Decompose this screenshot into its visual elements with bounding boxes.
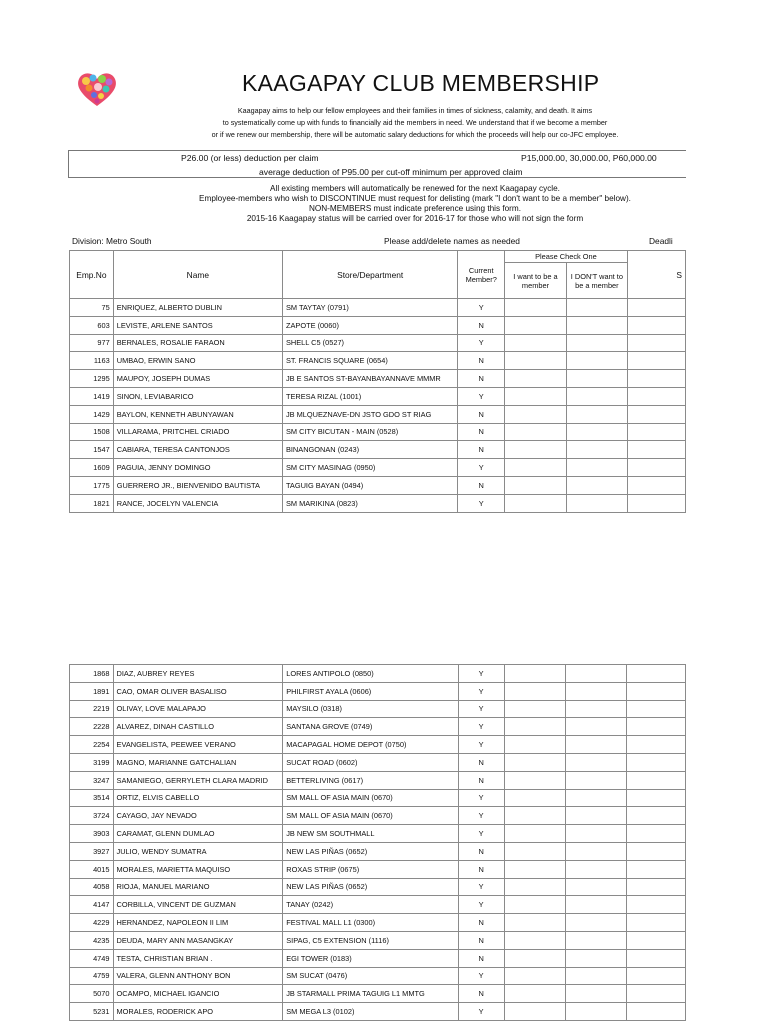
want-member-checkbox-cell[interactable] xyxy=(504,1003,566,1021)
table-row xyxy=(70,931,686,949)
dont-want-member-checkbox-cell[interactable] xyxy=(566,405,627,423)
want-member-checkbox-cell[interactable] xyxy=(504,718,566,736)
emp-no-cell: 3927 xyxy=(70,842,114,860)
table-row xyxy=(70,736,686,754)
dont-want-member-checkbox-cell[interactable] xyxy=(566,1003,627,1021)
emp-no-cell: 1429 xyxy=(70,405,114,423)
extra-cell xyxy=(627,825,686,843)
want-member-checkbox-cell[interactable] xyxy=(505,370,567,388)
emp-no-cell: 5070 xyxy=(70,985,114,1003)
name-cell: BERNALES, ROSALIE FARAON xyxy=(113,334,282,352)
membership-table-bottom xyxy=(69,664,686,1021)
dont-want-member-checkbox-cell[interactable] xyxy=(566,736,627,754)
dont-want-member-checkbox-cell[interactable] xyxy=(566,299,627,317)
store-cell: SM MALL OF ASIA MAIN (0670) xyxy=(283,789,458,807)
store-cell: ROXAS STRIP (0675) xyxy=(283,860,458,878)
table-row xyxy=(70,441,686,459)
dont-want-member-checkbox-cell[interactable] xyxy=(566,370,627,388)
store-cell: TANAY (0242) xyxy=(283,896,458,914)
want-member-checkbox-cell[interactable] xyxy=(504,736,566,754)
want-member-checkbox-cell[interactable] xyxy=(504,807,566,825)
name-cell: MAGNO, MARIANNE GATCHALIAN xyxy=(113,753,283,771)
extra-cell xyxy=(627,334,685,352)
col-header-dont-want-member: I DON'T want to be a member xyxy=(566,263,627,299)
emp-no-cell: 2254 xyxy=(70,736,114,754)
name-cell: GUERRERO JR., BIENVENIDO BAUTISTA xyxy=(113,476,282,494)
current-member-cell: Y xyxy=(458,665,504,683)
table-row xyxy=(70,316,686,334)
dont-want-member-checkbox-cell[interactable] xyxy=(566,789,627,807)
extra-cell xyxy=(627,967,686,985)
emp-no-cell: 4235 xyxy=(70,931,114,949)
store-cell: EGI TOWER (0183) xyxy=(283,949,458,967)
store-cell: SUCAT ROAD (0602) xyxy=(283,753,458,771)
current-member-cell: Y xyxy=(458,494,505,512)
want-member-checkbox-cell[interactable] xyxy=(504,914,566,932)
name-cell: SINON, LEVIABARICO xyxy=(113,387,282,405)
dont-want-member-checkbox-cell[interactable] xyxy=(566,718,627,736)
col-header-want-member: I want to be a member xyxy=(505,263,567,299)
store-cell: JB NEW SM SOUTHMALL xyxy=(283,825,458,843)
table-row xyxy=(70,718,686,736)
extra-cell xyxy=(627,459,685,477)
extra-cell xyxy=(627,370,685,388)
store-cell: SM SUCAT (0476) xyxy=(283,967,458,985)
store-cell: MAYSILO (0318) xyxy=(283,700,458,718)
store-cell: LORES ANTIPOLO (0850) xyxy=(283,665,458,683)
extra-cell xyxy=(627,771,686,789)
table-row xyxy=(70,476,686,494)
name-cell: MORALES, RODERICK APO xyxy=(113,1003,283,1021)
emp-no-cell: 1163 xyxy=(70,352,114,370)
want-member-checkbox-cell[interactable] xyxy=(505,334,567,352)
col-header-name: Name xyxy=(113,251,282,299)
table-row xyxy=(70,370,686,388)
current-member-cell: Y xyxy=(458,967,504,985)
name-cell: VILLARAMA, PRITCHEL CRIADO xyxy=(113,423,282,441)
emp-no-cell: 75 xyxy=(70,299,114,317)
emp-no-cell: 4759 xyxy=(70,967,114,985)
want-member-checkbox-cell[interactable] xyxy=(505,299,567,317)
extra-cell xyxy=(627,985,686,1003)
emp-no-cell: 1547 xyxy=(70,441,114,459)
emp-no-cell: 4749 xyxy=(70,949,114,967)
name-cell: CAYAGO, JAY NEVADO xyxy=(113,807,283,825)
emp-no-cell: 4015 xyxy=(70,860,114,878)
name-cell: JULIO, WENDY SUMATRA xyxy=(113,842,283,860)
current-member-cell: N xyxy=(458,316,505,334)
current-member-cell: N xyxy=(458,405,505,423)
want-member-checkbox-cell[interactable] xyxy=(504,789,566,807)
dont-want-member-checkbox-cell[interactable] xyxy=(566,914,627,932)
emp-no-cell: 5231 xyxy=(70,1003,114,1021)
current-member-cell: N xyxy=(458,423,505,441)
name-cell: OLIVAY, LOVE MALAPAJO xyxy=(113,700,283,718)
name-cell: LEVISTE, ARLENE SANTOS xyxy=(113,316,282,334)
note-line: 2015-16 Kaagapay status will be carried over for 2016-17 for those who will not sign the form xyxy=(246,214,584,223)
dont-want-member-checkbox-cell[interactable] xyxy=(566,860,627,878)
current-member-cell: Y xyxy=(458,896,504,914)
name-cell: OCAMPO, MICHAEL IGANCIO xyxy=(113,985,283,1003)
emp-no-cell: 4147 xyxy=(70,896,114,914)
want-member-checkbox-cell[interactable] xyxy=(505,423,567,441)
emp-no-cell: 1419 xyxy=(70,387,114,405)
current-member-cell: N xyxy=(458,771,504,789)
dont-want-member-checkbox-cell[interactable] xyxy=(566,334,627,352)
extra-cell xyxy=(627,736,686,754)
current-member-cell: N xyxy=(458,985,504,1003)
table-row xyxy=(70,896,686,914)
note-line: All existing members will automatically be renewed for the next Kaagapay cycle. xyxy=(270,184,560,193)
extra-cell xyxy=(627,682,686,700)
emp-no-cell: 977 xyxy=(70,334,114,352)
want-member-checkbox-cell[interactable] xyxy=(504,842,566,860)
extra-cell xyxy=(627,789,686,807)
current-member-cell: Y xyxy=(458,459,505,477)
current-member-cell: N xyxy=(458,842,504,860)
dont-want-member-checkbox-cell[interactable] xyxy=(566,842,627,860)
dont-want-member-checkbox-cell[interactable] xyxy=(566,316,627,334)
table-row xyxy=(70,878,686,896)
name-cell: CAO, OMAR OLIVER BASALISO xyxy=(113,682,283,700)
want-member-checkbox-cell[interactable] xyxy=(505,476,567,494)
table-row xyxy=(70,494,686,512)
average-deduction: average deduction of P95.00 per cut-off minimum per approved claim xyxy=(259,167,523,177)
dont-want-member-checkbox-cell[interactable] xyxy=(566,967,627,985)
current-member-cell: Y xyxy=(458,736,504,754)
emp-no-cell: 4229 xyxy=(70,914,114,932)
table-row xyxy=(70,914,686,932)
table-row xyxy=(70,352,686,370)
name-cell: UMBAO, ERWIN SANO xyxy=(113,352,282,370)
dont-want-member-checkbox-cell[interactable] xyxy=(566,387,627,405)
emp-no-cell: 1821 xyxy=(70,494,114,512)
intro-line: Kaagapay aims to help our fellow employees and their families in times of sickness, calamity, and death. It aims xyxy=(237,106,593,115)
extra-cell xyxy=(627,476,685,494)
want-member-checkbox-cell[interactable] xyxy=(504,665,566,683)
want-member-checkbox-cell[interactable] xyxy=(504,896,566,914)
current-member-cell: N xyxy=(458,914,504,932)
store-cell: BETTERLIVING (0617) xyxy=(283,771,458,789)
table-row xyxy=(70,700,686,718)
want-member-checkbox-cell[interactable] xyxy=(504,771,566,789)
name-cell: CARAMAT, GLENN DUMLAO xyxy=(113,825,283,843)
extra-cell xyxy=(627,896,686,914)
dont-want-member-checkbox-cell[interactable] xyxy=(566,753,627,771)
table-row xyxy=(70,387,686,405)
extra-cell xyxy=(627,718,686,736)
table-row xyxy=(70,860,686,878)
add-delete-instruction: Please add/delete names as needed xyxy=(384,236,520,246)
membership-table-top xyxy=(69,250,686,513)
want-member-checkbox-cell[interactable] xyxy=(505,387,567,405)
emp-no-cell: 603 xyxy=(70,316,114,334)
table-row xyxy=(70,949,686,967)
name-cell: PAGUIA, JENNY DOMINGO xyxy=(113,459,282,477)
current-member-cell: Y xyxy=(458,718,504,736)
extra-cell xyxy=(627,753,686,771)
dont-want-member-checkbox-cell[interactable] xyxy=(566,494,627,512)
name-cell: HERNANDEZ, NAPOLEON II LIM xyxy=(113,914,283,932)
name-cell: SAMANIEGO, GERRYLETH CLARA MADRID xyxy=(113,771,283,789)
store-cell: BINANGONAN (0243) xyxy=(282,441,457,459)
extra-cell xyxy=(627,860,686,878)
table-row xyxy=(70,771,686,789)
dont-want-member-checkbox-cell[interactable] xyxy=(566,771,627,789)
extra-cell xyxy=(627,405,685,423)
col-header-current-member: Current Member? xyxy=(458,251,505,299)
want-member-checkbox-cell[interactable] xyxy=(504,700,566,718)
table-row xyxy=(70,334,686,352)
deadline-label: Deadli xyxy=(649,236,673,246)
deduction-per-claim: P26.00 (or less) deduction per claim xyxy=(181,153,319,163)
page-title: KAAGAPAY CLUB MEMBERSHIP xyxy=(242,70,600,96)
name-cell: RIOJA, MANUEL MARIANO xyxy=(113,878,283,896)
current-member-cell: Y xyxy=(458,700,504,718)
membership-notes xyxy=(150,184,680,224)
extra-cell xyxy=(627,700,686,718)
current-member-cell: Y xyxy=(458,825,504,843)
emp-no-cell: 3199 xyxy=(70,753,114,771)
name-cell: DIAZ, AUBREY REYES xyxy=(113,665,283,683)
name-cell: CORBILLA, VINCENT DE GUZMAN xyxy=(113,896,283,914)
want-member-checkbox-cell[interactable] xyxy=(504,931,566,949)
emp-no-cell: 3247 xyxy=(70,771,114,789)
want-member-checkbox-cell[interactable] xyxy=(504,985,566,1003)
want-member-checkbox-cell[interactable] xyxy=(505,459,567,477)
dont-want-member-checkbox-cell[interactable] xyxy=(566,700,627,718)
store-cell: TAGUIG BAYAN (0494) xyxy=(282,476,457,494)
want-member-checkbox-cell[interactable] xyxy=(504,753,566,771)
want-member-checkbox-cell[interactable] xyxy=(505,494,567,512)
store-cell: ST. FRANCIS SQUARE (0654) xyxy=(282,352,457,370)
table-row xyxy=(70,1003,686,1021)
emp-no-cell: 3724 xyxy=(70,807,114,825)
dont-want-member-checkbox-cell[interactable] xyxy=(566,352,627,370)
dont-want-member-checkbox-cell[interactable] xyxy=(566,476,627,494)
emp-no-cell: 1868 xyxy=(70,665,114,683)
table-row xyxy=(70,405,686,423)
store-cell: JB E SANTOS ST-BAYANBAYANNAVE MMMR xyxy=(282,370,457,388)
dont-want-member-checkbox-cell[interactable] xyxy=(566,985,627,1003)
extra-cell xyxy=(627,316,685,334)
table-row xyxy=(70,753,686,771)
dont-want-member-checkbox-cell[interactable] xyxy=(566,931,627,949)
dont-want-member-checkbox-cell[interactable] xyxy=(566,459,627,477)
current-member-cell: Y xyxy=(458,387,505,405)
store-cell: SIPAG, C5 EXTENSION (1116) xyxy=(283,931,458,949)
want-member-checkbox-cell[interactable] xyxy=(504,682,566,700)
current-member-cell: Y xyxy=(458,299,505,317)
extra-cell xyxy=(627,842,686,860)
extra-cell xyxy=(627,931,686,949)
store-cell: SM MARIKINA (0823) xyxy=(282,494,457,512)
emp-no-cell: 3514 xyxy=(70,789,114,807)
current-member-cell: N xyxy=(458,860,504,878)
want-member-checkbox-cell[interactable] xyxy=(505,316,567,334)
extra-cell xyxy=(627,878,686,896)
store-cell: SM CITY BICUTAN - MAIN (0528) xyxy=(282,423,457,441)
dont-want-member-checkbox-cell[interactable] xyxy=(566,665,627,683)
store-cell: NEW LAS PIÑAS (0652) xyxy=(283,878,458,896)
want-member-checkbox-cell[interactable] xyxy=(504,860,566,878)
claim-amounts: P15,000.00, 30,000.00, P60,000.00 xyxy=(521,153,657,163)
dont-want-member-checkbox-cell[interactable] xyxy=(566,807,627,825)
current-member-cell: Y xyxy=(458,1003,504,1021)
store-cell: TERESA RIZAL (1001) xyxy=(282,387,457,405)
store-cell: ZAPOTE (0060) xyxy=(282,316,457,334)
want-member-checkbox-cell[interactable] xyxy=(504,825,566,843)
current-member-cell: Y xyxy=(458,807,504,825)
current-member-cell: Y xyxy=(458,334,505,352)
division-label: Division: Metro South xyxy=(72,236,152,246)
current-member-cell: N xyxy=(458,931,504,949)
extra-cell xyxy=(627,949,686,967)
note-line: NON-MEMBERS must indicate preference using this form. xyxy=(308,204,522,213)
table-row xyxy=(70,682,686,700)
dont-want-member-checkbox-cell[interactable] xyxy=(566,441,627,459)
want-member-checkbox-cell[interactable] xyxy=(505,352,567,370)
table-row xyxy=(70,299,686,317)
col-header-store: Store/Department xyxy=(282,251,457,299)
want-member-checkbox-cell[interactable] xyxy=(504,967,566,985)
name-cell: TESTA, CHRISTIAN BRIAN . xyxy=(113,949,283,967)
name-cell: CABIARA, TERESA CANTONJOS xyxy=(113,441,282,459)
dont-want-member-checkbox-cell[interactable] xyxy=(566,896,627,914)
store-cell: SANTANA GROVE (0749) xyxy=(283,718,458,736)
name-cell: VALERA, GLENN ANTHONY BON xyxy=(113,967,283,985)
emp-no-cell: 4058 xyxy=(70,878,114,896)
extra-cell xyxy=(627,441,685,459)
intro-line: or if we renew our membership, there will be automatic salary deductions for which the proceeds will help our co-JFC employee. xyxy=(211,130,619,139)
col-header-emp-no: Emp.No xyxy=(70,251,114,299)
name-cell: MAUPOY, JOSEPH DUMAS xyxy=(113,370,282,388)
emp-no-cell: 2228 xyxy=(70,718,114,736)
want-member-checkbox-cell[interactable] xyxy=(504,878,566,896)
current-member-cell: N xyxy=(458,370,505,388)
extra-cell xyxy=(627,665,686,683)
store-cell: JB STARMALL PRIMA TAGUIG L1 MMTG xyxy=(283,985,458,1003)
store-cell: MACAPAGAL HOME DEPOT (0750) xyxy=(283,736,458,754)
current-member-cell: Y xyxy=(458,682,504,700)
extra-cell xyxy=(627,807,686,825)
extra-cell xyxy=(627,423,685,441)
current-member-cell: Y xyxy=(458,789,504,807)
dont-want-member-checkbox-cell[interactable] xyxy=(566,878,627,896)
extra-cell xyxy=(627,914,686,932)
emp-no-cell: 1609 xyxy=(70,459,114,477)
table-row xyxy=(70,665,686,683)
extra-cell xyxy=(627,387,685,405)
want-member-checkbox-cell[interactable] xyxy=(505,441,567,459)
intro-line: to systematically come up with funds to financially aid the members in need. We understand that if we become a member xyxy=(222,118,608,127)
table-row xyxy=(70,967,686,985)
store-cell: PHILFIRST AYALA (0606) xyxy=(283,682,458,700)
name-cell: ENRIQUEZ, ALBERTO DUBLIN xyxy=(113,299,282,317)
want-member-checkbox-cell[interactable] xyxy=(505,405,567,423)
emp-no-cell: 1891 xyxy=(70,682,114,700)
store-cell: SM CITY MASINAG (0950) xyxy=(282,459,457,477)
current-member-cell: Y xyxy=(458,878,504,896)
emp-no-cell: 1295 xyxy=(70,370,114,388)
table-row xyxy=(70,985,686,1003)
name-cell: DEUDA, MARY ANN MASANGKAY xyxy=(113,931,283,949)
table-row xyxy=(70,423,686,441)
deduction-box xyxy=(68,150,686,178)
table-row xyxy=(70,825,686,843)
table-row xyxy=(70,842,686,860)
current-member-cell: N xyxy=(458,753,504,771)
table-row xyxy=(70,807,686,825)
current-member-cell: N xyxy=(458,476,505,494)
store-cell: SM TAYTAY (0791) xyxy=(282,299,457,317)
extra-cell xyxy=(627,299,685,317)
dont-want-member-checkbox-cell[interactable] xyxy=(566,825,627,843)
emp-no-cell: 1508 xyxy=(70,423,114,441)
name-cell: BAYLON, KENNETH ABUNYAWAN xyxy=(113,405,282,423)
extra-cell xyxy=(627,494,685,512)
emp-no-cell: 2219 xyxy=(70,700,114,718)
name-cell: MORALES, MARIETTA MAQUISO xyxy=(113,860,283,878)
store-cell: FESTIVAL MALL L1 (0300) xyxy=(283,914,458,932)
store-cell: SHELL C5 (0527) xyxy=(282,334,457,352)
dont-want-member-checkbox-cell[interactable] xyxy=(566,423,627,441)
extra-cell xyxy=(627,1003,686,1021)
name-cell: EVANGELISTA, PEEWEE VERANO xyxy=(113,736,283,754)
dont-want-member-checkbox-cell[interactable] xyxy=(566,682,627,700)
note-line: Employee-members who wish to DISCONTINUE must request for delisting (mark "I don't want to be a member" below). xyxy=(199,194,631,203)
col-header-check-one: Please Check One xyxy=(505,251,628,263)
store-cell: SM MEGA L3 (0102) xyxy=(283,1003,458,1021)
emp-no-cell: 1775 xyxy=(70,476,114,494)
table-row xyxy=(70,459,686,477)
current-member-cell: N xyxy=(458,949,504,967)
dont-want-member-checkbox-cell[interactable] xyxy=(566,949,627,967)
current-member-cell: N xyxy=(458,441,505,459)
table-row xyxy=(70,789,686,807)
name-cell: ALVAREZ, DINAH CASTILLO xyxy=(113,718,283,736)
extra-cell xyxy=(627,352,685,370)
name-cell: ORTIZ, ELVIS CABELLO xyxy=(113,789,283,807)
store-cell: SM MALL OF ASIA MAIN (0670) xyxy=(283,807,458,825)
store-cell: NEW LAS PIÑAS (0652) xyxy=(283,842,458,860)
col-header-extra: S xyxy=(627,251,685,299)
name-cell: RANCE, JOCELYN VALENCIA xyxy=(113,494,282,512)
emp-no-cell: 3903 xyxy=(70,825,114,843)
current-member-cell: N xyxy=(458,352,505,370)
want-member-checkbox-cell[interactable] xyxy=(504,949,566,967)
store-cell: JB MLQUEZNAVE-DN JSTO GDO ST RIAG xyxy=(282,405,457,423)
